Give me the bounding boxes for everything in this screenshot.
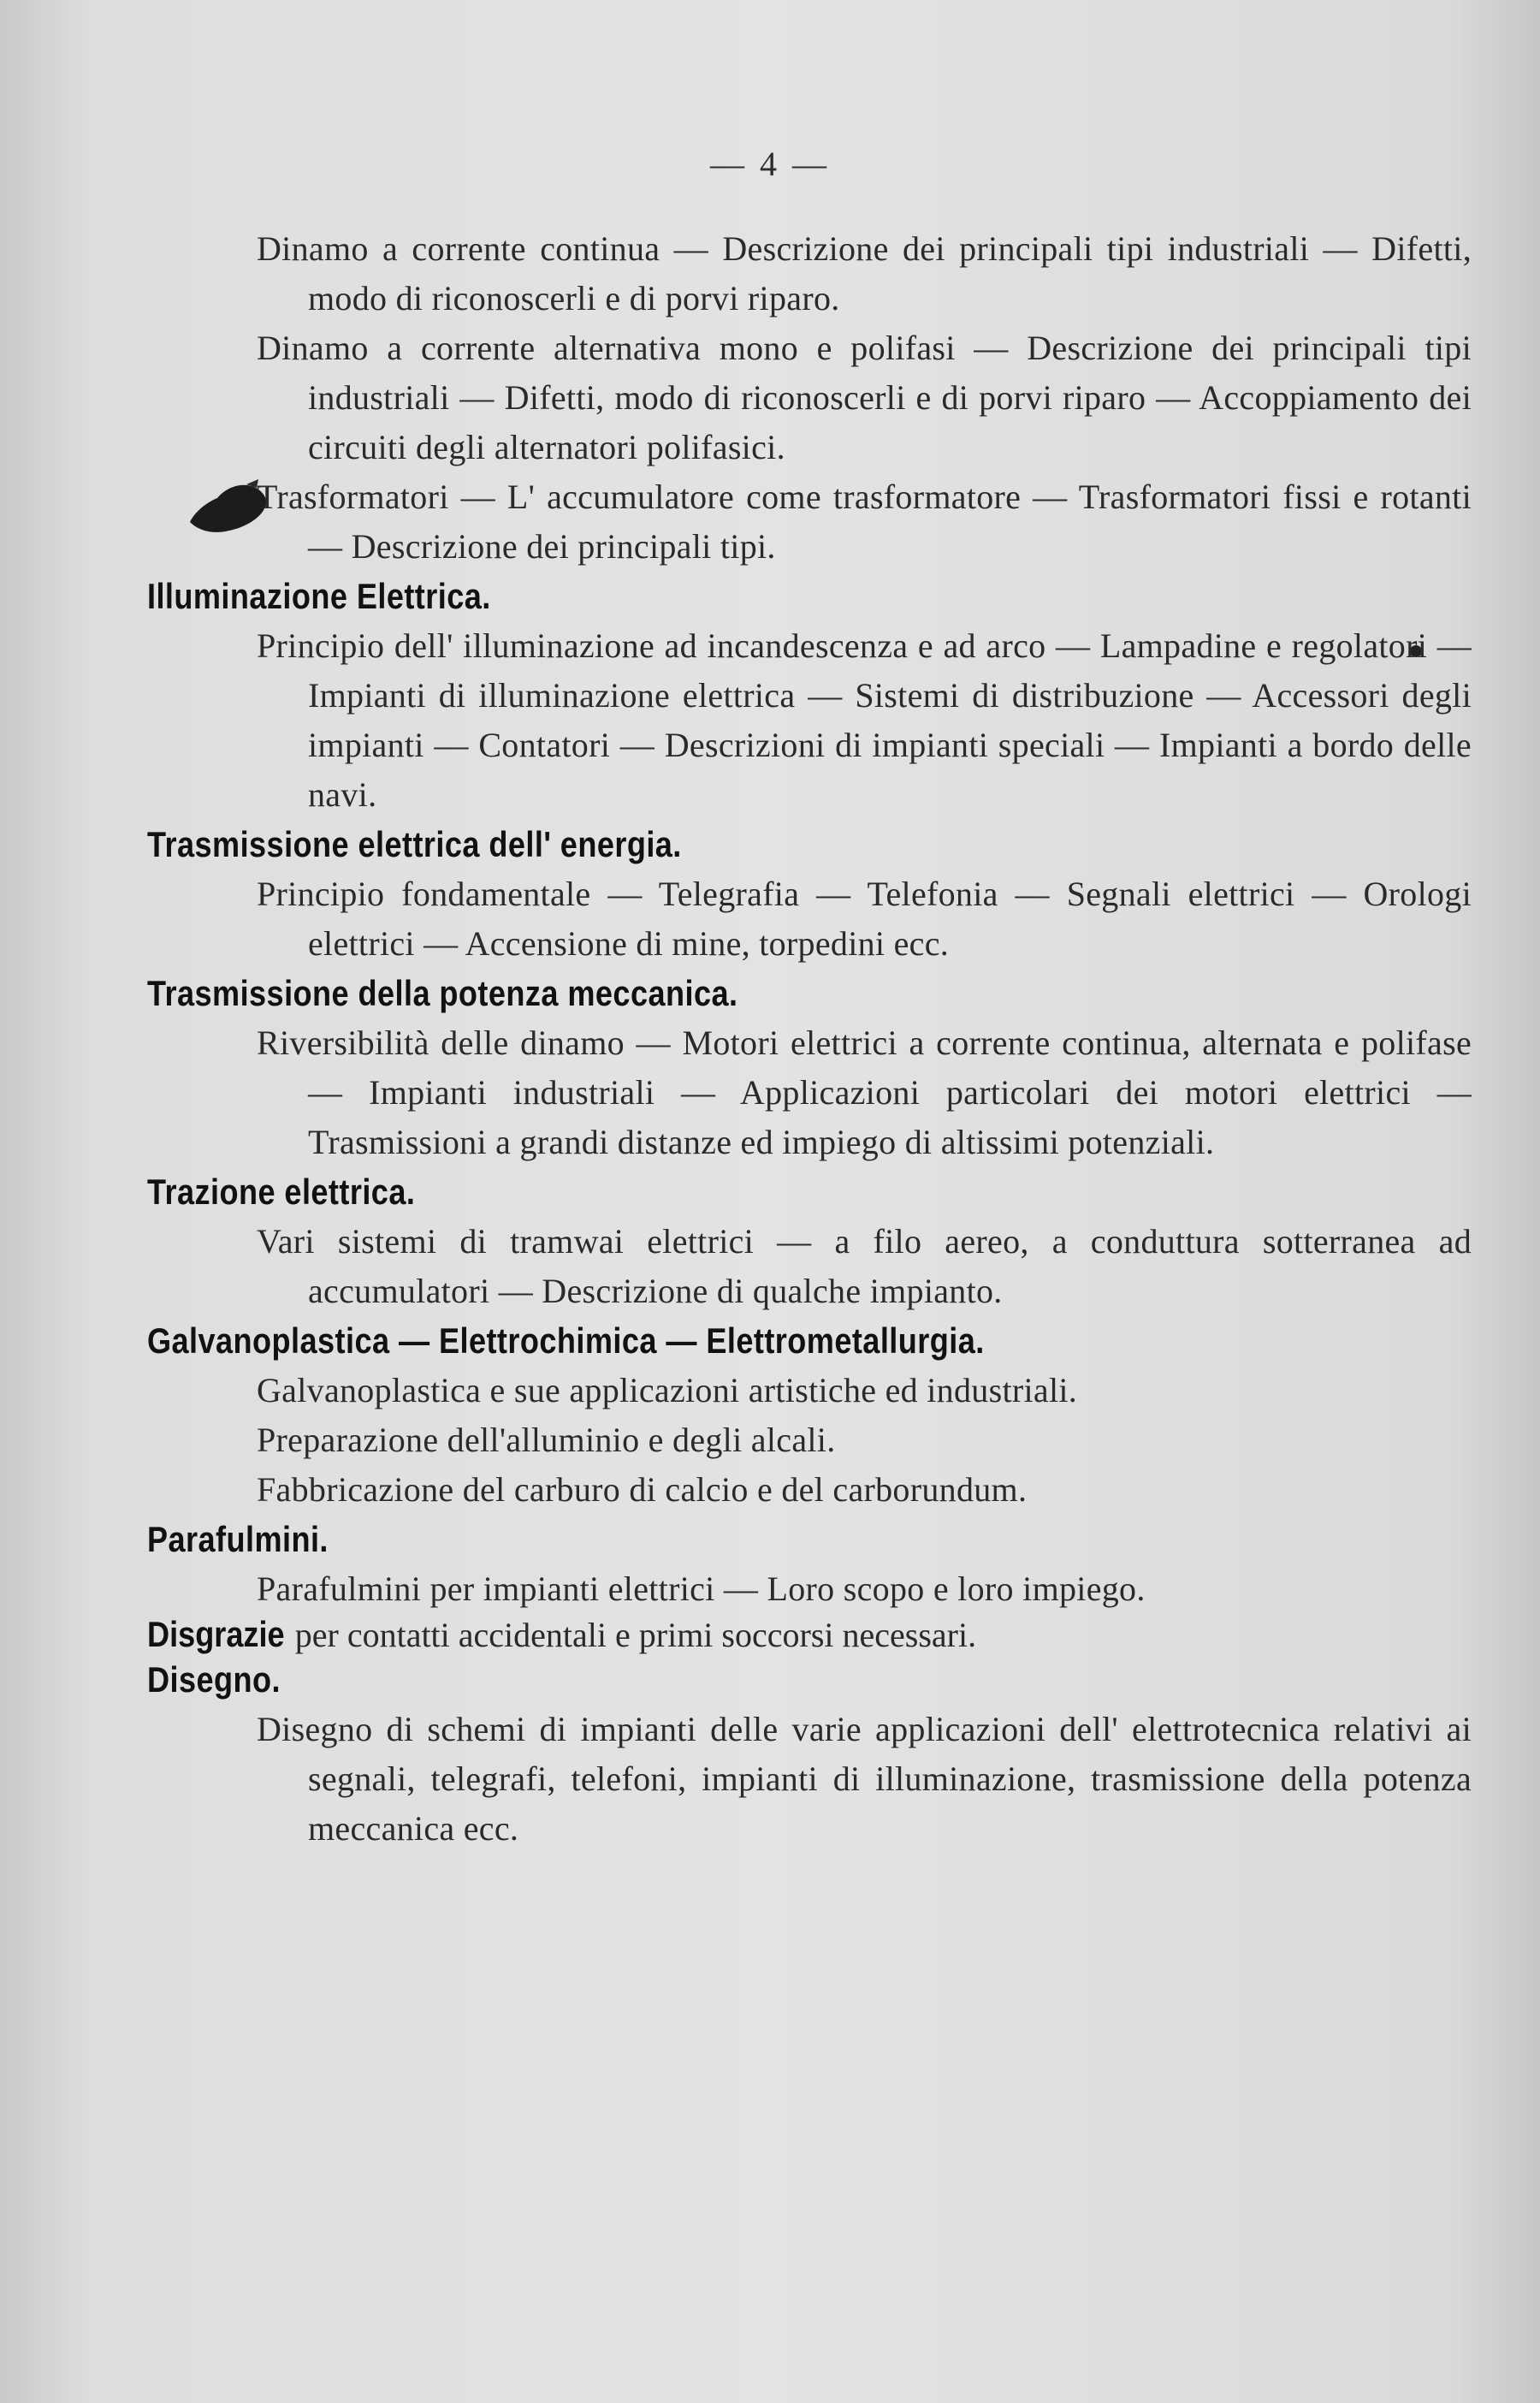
entry-dinamo-continua: Dinamo a corrente continua — Descrizione dei principali tipi industriali — Difetti, modo di riconoscerli e di porvi riparo.	[257, 229, 1472, 317]
syllabus-content	[147, 224, 1472, 1854]
disgrazie-text: per contatti accidentali e primi soccorsi necessari.	[294, 1616, 977, 1654]
disgrazie-line	[147, 1614, 1413, 1655]
entry-galvanoplastica: Galvanoplastica e sue applicazioni artistiche ed industriali.	[257, 1371, 1078, 1409]
entry-trasmissione-energia: Principio fondamentale — Telegrafia — Telefonia — Segnali elettrici — Orologi elettrici — Accensione di mine, torpedini ecc.	[257, 875, 1472, 963]
heading-trazione: Trazione elettrica.	[147, 1172, 416, 1212]
heading-trasmissione-energia: Trasmissione elettrica dell' energia.	[147, 824, 682, 864]
entry-parafulmini: Parafulmini per impianti elettrici — Loro scopo e loro impiego.	[257, 1569, 1146, 1608]
entry-illuminazione: Principio dell' illuminazione ad incandescenza e ad arco — Lampadine e regolatori — Impianti di illuminazione elettrica — Sistemi di distribuzione — Accessori degli impianti — Contatori — Descrizioni di impianti speciali — Impianti a bordo delle navi.	[257, 626, 1472, 814]
entry-potenza-meccanica: Riversibilità delle dinamo — Motori elettrici a corrente continua, alternata e polifase — Impianti industriali — Applicazioni particolari dei motori elettrici — Trasmissioni a grandi distanze ed impiego di altissimi potenziali.	[257, 1024, 1472, 1161]
entry-carburo: Fabbricazione del carburo di calcio e del carborundum.	[257, 1470, 1028, 1509]
heading-potenza-meccanica: Trasmissione della potenza meccanica.	[147, 973, 738, 1013]
heading-illuminazione: Illuminazione Elettrica.	[147, 576, 491, 616]
entry-trazione: Vari sistemi di tramwai elettrici — a filo aereo, a conduttura sotterranea ad accumulatori — Descrizione di qualche impianto.	[257, 1222, 1472, 1310]
heading-disegno: Disegno.	[147, 1659, 281, 1700]
heading-disgrazie: Disgrazie	[147, 1614, 285, 1654]
entry-alluminio: Preparazione dell'alluminio e degli alcali.	[257, 1421, 836, 1459]
page-number: — 4 —	[710, 145, 830, 183]
entry-trasformatori: Trasformatori — L' accumulatore come trasformatore — Trasformatori fissi e rotanti — Descrizione dei principali tipi.	[257, 478, 1472, 566]
heading-galvanoplastica: Galvanoplastica — Elettrochimica — Elettrometallurgia.	[147, 1320, 985, 1361]
entry-dinamo-alternata: Dinamo a corrente alternativa mono e polifasi — Descrizione dei principali tipi industriali — Difetti, modo di riconoscerli e di porvi riparo — Accoppiamento dei circuiti degli alternatori polifasici.	[257, 329, 1472, 466]
heading-parafulmini: Parafulmini.	[147, 1519, 329, 1559]
entry-disegno: Disegno di schemi di impianti delle varie applicazioni dell' elettrotecnica relativi ai segnali, telegrafi, telefoni, impianti di illuminazione, trasmissione della potenza meccanica ecc.	[257, 1710, 1472, 1848]
